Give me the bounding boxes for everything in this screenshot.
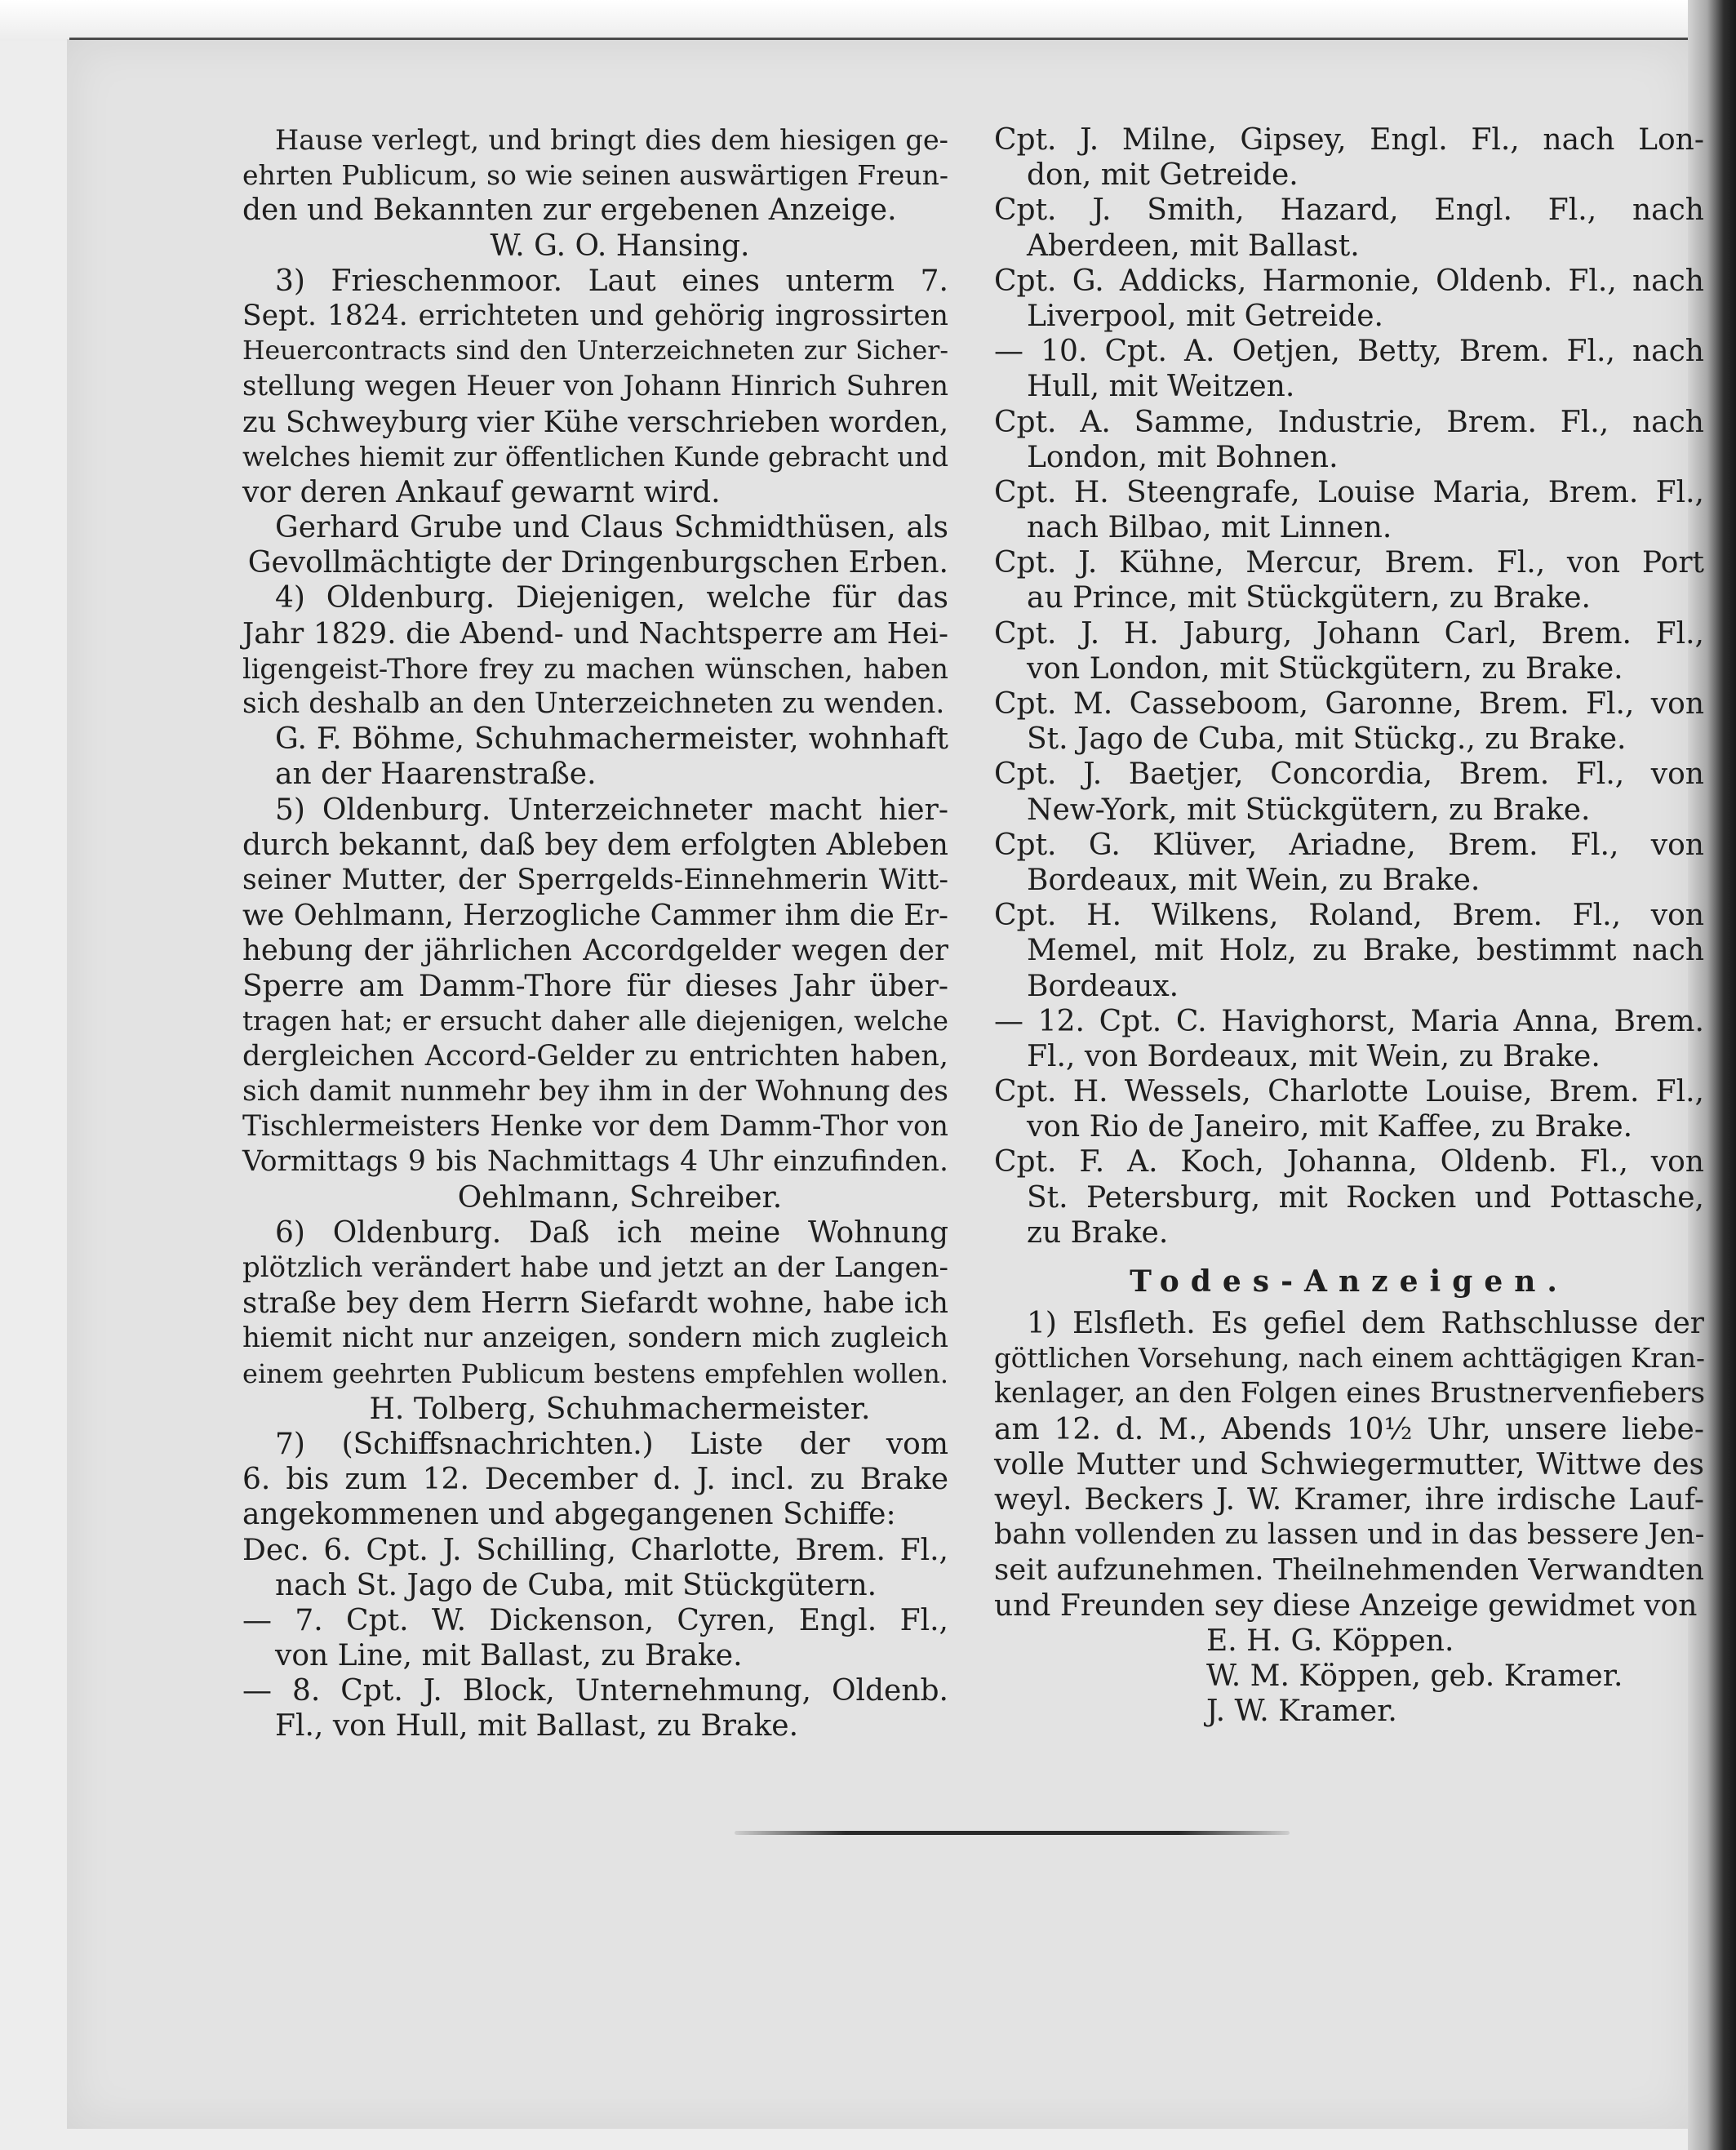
ship-entry-line: Cpt. H. Steengrafe, Louise Maria, Brem. Fl., bbox=[994, 475, 1704, 509]
ship-entry-line: nach Bilbao, mit Linnen. bbox=[1027, 511, 1392, 545]
notice-heading-line: 7) (Schiffsnachrichten.) Liste der vom bbox=[275, 1427, 948, 1461]
ship-entry-line: Memel, mit Holz, zu Brake, bestimmt nach bbox=[1027, 934, 1704, 968]
text-line: durch bekannt, daß bey dem erfolgten Ableben bbox=[242, 828, 948, 862]
text-line: göttlichen Vorsehung, nach einem achttägigen Kran- bbox=[994, 1343, 1705, 1375]
ship-entry-line: — 10. Cpt. A. Oetjen, Betty, Brem. Fl., nach bbox=[994, 335, 1704, 369]
ship-entry-line: — 8. Cpt. J. Block, Unternehmung, Oldenb. bbox=[242, 1674, 948, 1708]
signature-line: G. F. Böhme, Schuhmachermeister, wohnhaft bbox=[275, 722, 948, 757]
text-line: seiner Mutter, der Sperrgelds-Einnehmerin Witt- bbox=[242, 863, 948, 896]
text-line: und Freunden sey diese Anzeige gewidmet von bbox=[994, 1588, 1698, 1623]
ship-entry-line: London, mit Bohnen. bbox=[1027, 440, 1339, 474]
notice-heading-line: 6) Oldenburg. Daß ich meine Wohnung bbox=[275, 1215, 948, 1250]
ship-entry-line: Cpt. J. Baetjer, Concordia, Brem. Fl., von bbox=[994, 757, 1704, 792]
closing-rule bbox=[735, 1831, 1290, 1835]
notice-heading-line: 3) Frieschenmoor. Laut eines unterm 7. bbox=[275, 264, 948, 298]
text-line: Jahr 1829. die Abend- und Nachtsperre am Hei- bbox=[242, 616, 948, 651]
left-column bbox=[242, 122, 948, 1744]
text-line: welches hiemit zur öffentlichen Kunde gebracht und bbox=[242, 441, 948, 473]
signature-line: Gevollmächtigte der Dringenburgschen Erben. bbox=[247, 546, 948, 580]
text-line: straße bey dem Herrn Siefardt wohne, habe ich bbox=[242, 1286, 948, 1321]
signature-line: E. H. G. Köppen. bbox=[1206, 1624, 1454, 1658]
scan-top-margin bbox=[0, 0, 1736, 41]
notice-heading-line: 5) Oldenburg. Unterzeichneter macht hier- bbox=[275, 793, 948, 827]
ship-entry-line: au Prince, mit Stückgütern, zu Brake. bbox=[1027, 581, 1591, 615]
ship-entry-line: Bordeaux. bbox=[1027, 969, 1179, 1003]
text-line: kenlager, an den Folgen eines Brustnervenfiebers bbox=[994, 1377, 1706, 1410]
text-line: ehrten Publicum, so wie seinen auswärtigen Freun- bbox=[242, 159, 948, 192]
ship-entry-line: Cpt. M. Casseboom, Garonne, Brem. Fl., von bbox=[994, 687, 1704, 721]
text-line: 6. bis zum 12. December d. J. incl. zu Brake bbox=[242, 1463, 948, 1497]
ship-entry-line: von London, mit Stückgütern, zu Brake. bbox=[1027, 651, 1623, 686]
ship-entry-line: Cpt. H. Wessels, Charlotte Louise, Brem. Fl., bbox=[994, 1075, 1704, 1109]
notice-heading-line: 4) Oldenburg. Diejenigen, welche für das bbox=[275, 581, 948, 615]
text-line: am 12. d. M., Abends 10½ Uhr, unsere liebe- bbox=[994, 1412, 1704, 1446]
ship-entry-line: St. Jago de Cuba, mit Stückg., zu Brake. bbox=[1027, 722, 1627, 757]
text-line: ligengeist-Thore frey zu machen wünschen, haben bbox=[242, 652, 948, 685]
ship-entry-line: Cpt. J. Milne, Gipsey, Engl. Fl., nach Lon- bbox=[994, 123, 1704, 157]
text-line: tragen hat; er ersucht daher alle diejenigen, welche bbox=[242, 1005, 948, 1037]
ship-entry-line: Liverpool, mit Getreide. bbox=[1027, 299, 1383, 333]
signature-line: Gerhard Grube und Claus Schmidthüsen, als bbox=[275, 511, 948, 545]
ship-entry-line: Fl., von Bordeaux, mit Wein, zu Brake. bbox=[1027, 1039, 1601, 1073]
text-line: dergleichen Accord-Gelder zu entrichten haben, bbox=[242, 1039, 948, 1073]
text-line: zu Schweyburg vier Kühe verschrieben worden, bbox=[242, 405, 949, 439]
page-top-edge bbox=[69, 38, 1694, 40]
text-line: Heuercontracts sind den Unterzeichneten zur Sicher- bbox=[242, 336, 948, 366]
ship-entry-line: zu Brake. bbox=[1027, 1215, 1169, 1250]
ship-entry-line: von Line, mit Ballast, zu Brake. bbox=[275, 1639, 743, 1673]
signature-line: J. W. Kramer. bbox=[1206, 1695, 1397, 1729]
text-line: seit aufzunehmen. Theilnehmenden Verwandten bbox=[994, 1553, 1704, 1588]
ship-entry-line: Cpt. H. Wilkens, Roland, Brem. Fl., von bbox=[994, 899, 1704, 933]
notice-heading-line: 1) Elsfleth. Es gefiel dem Rathschlusse der bbox=[1027, 1307, 1704, 1340]
ship-entry-line: Cpt. F. A. Koch, Johanna, Oldenb. Fl., von bbox=[994, 1145, 1704, 1179]
text-line: sich damit nunmehr bey ihm in der Wohnung des bbox=[242, 1075, 948, 1108]
ship-entry-line: von Rio de Janeiro, mit Kaffee, zu Brake. bbox=[1027, 1110, 1633, 1144]
text-line: sich deshalb an den Unterzeichneten zu wenden. bbox=[242, 687, 945, 720]
text-line: bahn vollenden zu lassen und in das bessere Jen- bbox=[994, 1518, 1705, 1552]
text-line: Hause verlegt, und bringt dies dem hiesigen ge- bbox=[275, 124, 948, 156]
signature-line: an der Haarenstraße. bbox=[275, 757, 597, 792]
text-line: Vormittags 9 bis Nachmittags 4 Uhr einzufinden. bbox=[242, 1145, 948, 1179]
ship-entry-line: Cpt. G. Addicks, Harmonie, Oldenb. Fl., nach bbox=[994, 264, 1704, 298]
text-line: plötzlich verändert habe und jetzt an der Langen- bbox=[242, 1251, 948, 1284]
ship-entry-line: Dec. 6. Cpt. J. Schilling, Charlotte, Brem. Fl., bbox=[242, 1533, 948, 1567]
signature-line: Oehlmann, Schreiber. bbox=[457, 1180, 783, 1215]
ship-entry-line: — 7. Cpt. W. Dickenson, Cyren, Engl. Fl., bbox=[242, 1603, 948, 1637]
signature-line: H. Tolberg, Schuhmachermeister. bbox=[369, 1392, 871, 1426]
ship-entry-line: — 12. Cpt. C. Havighorst, Maria Anna, Brem. bbox=[994, 1004, 1704, 1038]
right-column bbox=[994, 122, 1704, 1729]
ship-entry-line: Cpt. J. Smith, Hazard, Engl. Fl., nach bbox=[994, 193, 1704, 228]
ship-entry-line: nach St. Jago de Cuba, mit Stückgütern. bbox=[275, 1568, 877, 1602]
signature-line: W. M. Köppen, geb. Kramer. bbox=[1206, 1659, 1623, 1693]
ship-entry-line: don, mit Getreide. bbox=[1027, 158, 1299, 193]
ship-entry-line: Cpt. J. Kühne, Mercur, Brem. Fl., von Port bbox=[994, 546, 1704, 580]
text-line: einem geehrten Publicum bestens empfehlen wollen. bbox=[242, 1357, 948, 1389]
text-line: Sperre am Damm-Thore für dieses Jahr über- bbox=[242, 969, 948, 1003]
text-line: Tischlermeisters Henke vor dem Damm-Thor von bbox=[242, 1110, 948, 1144]
ship-entry-line: Cpt. G. Klüver, Ariadne, Brem. Fl., von bbox=[994, 828, 1704, 862]
text-line: hebung der jährlichen Accordgelder wegen der bbox=[242, 934, 948, 968]
ship-entry-line: Cpt. A. Samme, Industrie, Brem. Fl., nach bbox=[994, 405, 1704, 439]
text-line: stellung wegen Heuer von Johann Hinrich Suhren bbox=[242, 370, 948, 403]
ship-entry-line: Bordeaux, mit Wein, zu Brake. bbox=[1027, 863, 1481, 897]
text-line: Sept. 1824. errichteten und gehörig ingrossirten bbox=[242, 299, 948, 332]
text-line: den und Bekannten zur ergebenen Anzeige. bbox=[242, 193, 897, 228]
ship-entry-line: New-York, mit Stückgütern, zu Brake. bbox=[1027, 793, 1591, 827]
signature-line: W. G. O. Hansing. bbox=[490, 229, 750, 263]
text-line: we Oehlmann, Herzogliche Cammer ihm die Er- bbox=[242, 899, 948, 933]
text-line: angekommenen und abgegangenen Schiffe: bbox=[242, 1498, 896, 1532]
ship-entry-line: Cpt. J. H. Jaburg, Johann Carl, Brem. Fl., bbox=[994, 616, 1704, 651]
text-line: volle Mutter und Schwiegermutter, Wittwe des bbox=[994, 1447, 1704, 1481]
ship-entry-line: Hull, mit Weitzen. bbox=[1027, 370, 1295, 404]
ship-entry-line: Fl., von Hull, mit Ballast, zu Brake. bbox=[275, 1709, 799, 1744]
section-heading: Todes-Anzeigen. bbox=[1130, 1264, 1569, 1299]
ship-entry-line: St. Petersburg, mit Rocken und Pottasche, bbox=[1027, 1180, 1704, 1215]
text-line: vor deren Ankauf gewarnt wird. bbox=[242, 475, 721, 509]
text-line: weyl. Beckers J. W. Kramer, ihre irdische Lauf- bbox=[994, 1482, 1704, 1517]
ship-entry-line: Aberdeen, mit Ballast. bbox=[1027, 229, 1360, 263]
text-line: hiemit nicht nur anzeigen, sondern mich zugleich bbox=[242, 1322, 948, 1355]
